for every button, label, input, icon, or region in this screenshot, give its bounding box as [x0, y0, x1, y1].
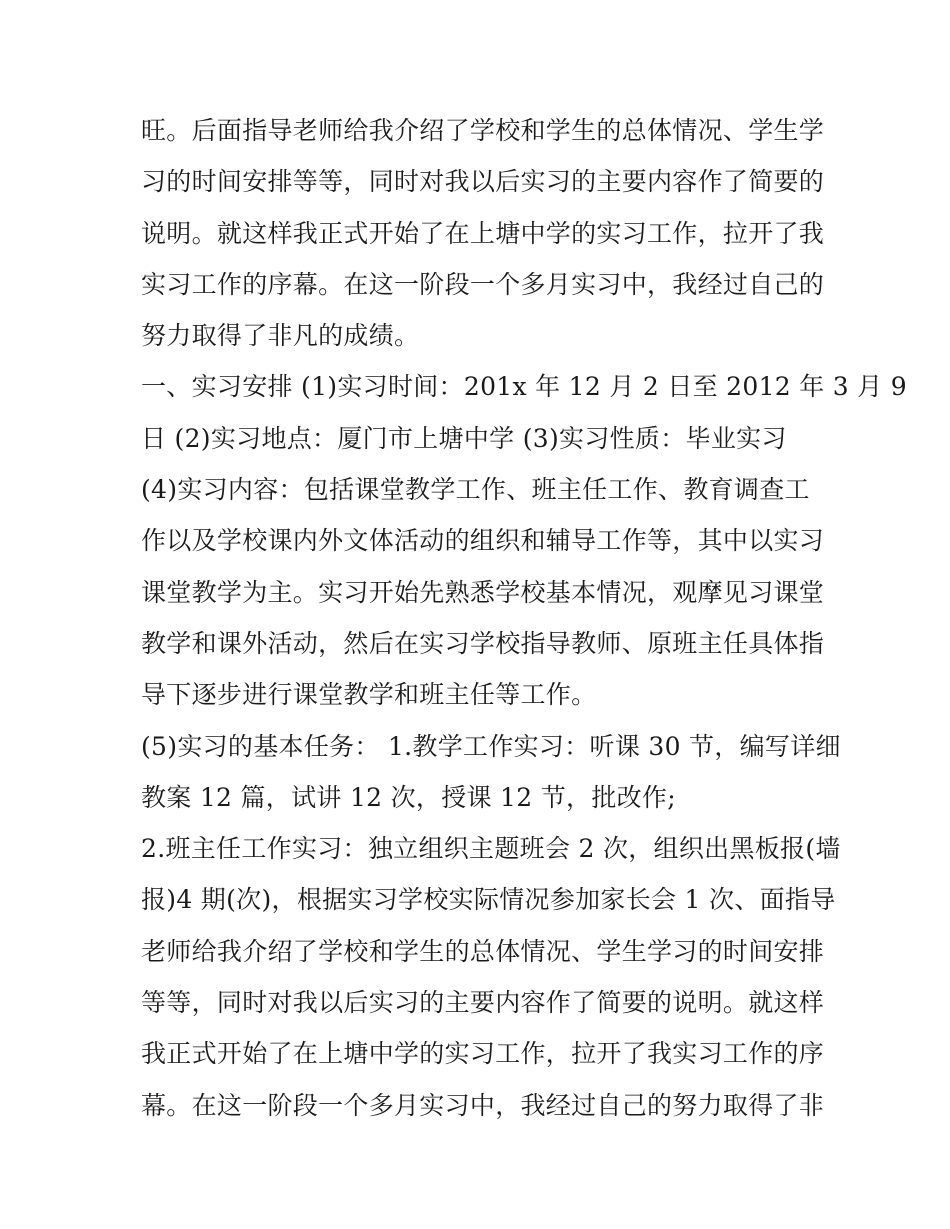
text-line: 导下逐步进行课堂教学和班主任等工作。	[141, 680, 597, 710]
text-line: 说明。就这样我正式开始了在上塘中学的实习工作，拉开了我	[141, 218, 825, 248]
text-line: 我正式开始了在上塘中学的实习工作，拉开了我实习工作的序	[141, 1039, 825, 1069]
text-line: 旺。后面指导老师给我介绍了学校和学生的总体情况、学生学	[141, 116, 825, 145]
text-line: 幕。在这一阶段一个多月实习中，我经过自己的努力取得了非	[141, 1090, 825, 1120]
text-line: 日 (2)实习地点：厦门市上塘中学 (3)实习性质：毕业实习	[141, 423, 787, 453]
text-line: 实习工作的序幕。在这一阶段一个多月实习中，我经过自己的	[141, 269, 825, 299]
text-line: 等等，同时对我以后实习的主要内容作了简要的说明。就这样	[141, 988, 825, 1018]
text-line: 努力取得了非凡的成绩。	[141, 321, 420, 351]
text-line: 教学和课外活动，然后在实习学校指导教师、原班主任具体指	[141, 628, 825, 658]
text-line: 2.班主任工作实习：独立组织主题班会 2 次，组织出黑板报(墙	[141, 834, 841, 864]
text-line: 作以及学校课内外文体活动的组织和辅导工作等，其中以实习	[141, 526, 825, 556]
text-line: 习的时间安排等等，同时对我以后实习的主要内容作了简要的	[141, 167, 825, 197]
text-line: 教案 12 篇，试讲 12 次，授课 12 节，批改作;	[141, 782, 676, 812]
text-line: 一、实习安排 (1)实习时间：201x 年 12 月 2 日至 2012 年 3 月 9	[141, 372, 907, 402]
text-line: 课堂教学为主。实习开始先熟悉学校基本情况，观摩见习课堂	[141, 577, 825, 607]
body-text	[141, 105, 907, 1131]
text-line: 老师给我介绍了学校和学生的总体情况、学生学习的时间安排	[141, 936, 825, 966]
text-line: 报)4 期(次)，根据实习学校实际情况参加家长会 1 次、面指导	[141, 885, 836, 915]
text-line: (4)实习内容：包括课堂教学工作、班主任工作、教育调查工	[141, 475, 810, 505]
text-line: (5)实习的基本任务： 1.教学工作实习：听课 30 节，编写详细	[141, 731, 841, 761]
